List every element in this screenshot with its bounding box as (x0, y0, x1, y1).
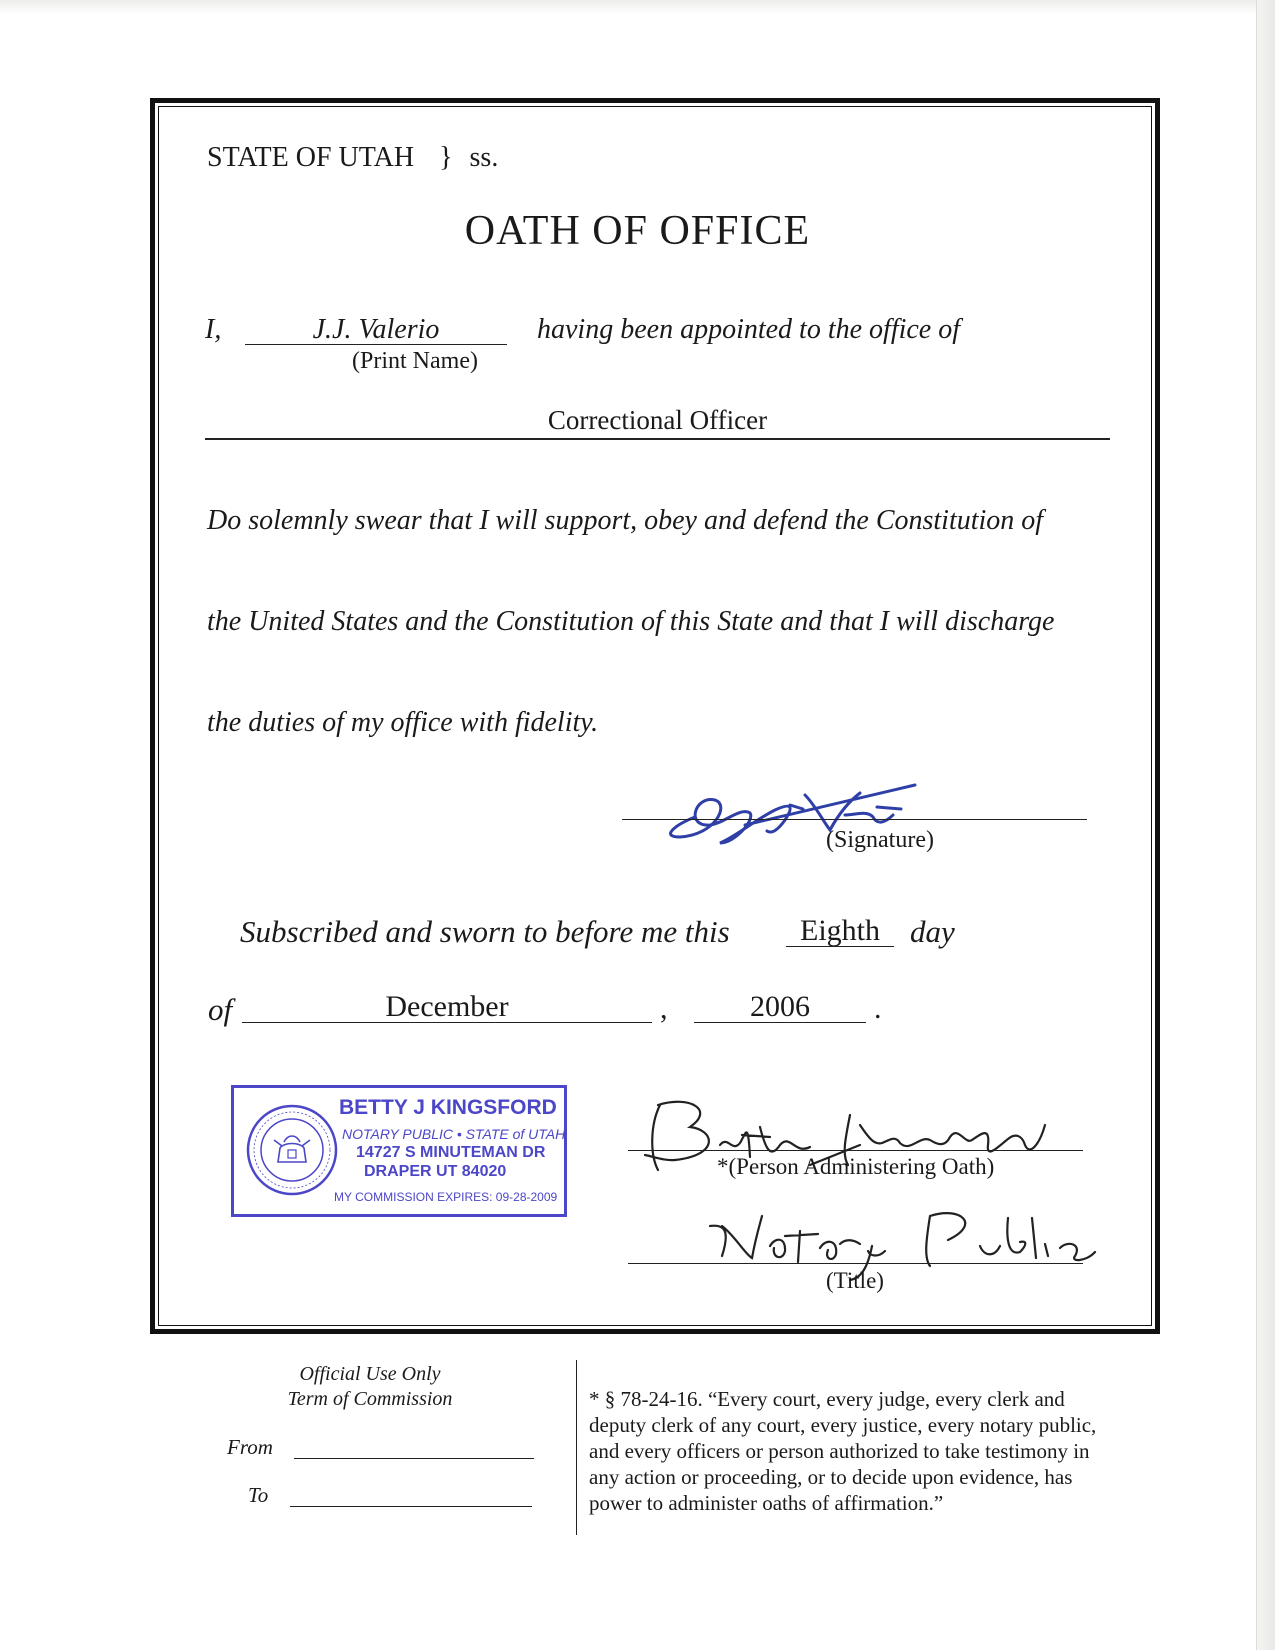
state-label: STATE OF UTAH (207, 142, 415, 173)
term-of-commission-heading: Term of Commission (287, 1388, 453, 1410)
to-line (290, 1506, 532, 1507)
from-line (294, 1458, 534, 1459)
title-caption: (Title) (826, 1268, 884, 1293)
print-name-line (245, 344, 507, 345)
oath-text-line-1: Do solemnly swear that I will support, obey and defend the Constitution of (207, 505, 1044, 536)
administrator-line (628, 1150, 1083, 1151)
title-line (628, 1263, 1083, 1264)
appointment-prefix: I, (205, 314, 222, 345)
stamp-city-line: DRAPER UT 84020 (364, 1163, 507, 1180)
document-title: OATH OF OFFICE (464, 208, 811, 254)
brace: } (439, 142, 453, 173)
print-name-caption: (Print Name) (352, 348, 478, 374)
office-value: Correctional Officer (547, 405, 768, 435)
sworn-day-word: day (910, 914, 955, 949)
sworn-year-value: 2006 (750, 990, 810, 1023)
sworn-prefix: Subscribed and sworn to before me this (240, 914, 730, 949)
state-line (207, 142, 498, 174)
signature-caption: (Signature) (826, 827, 934, 853)
statute-note-line-2: deputy clerk of any court, every justice, every notary public, (589, 1413, 1097, 1437)
sworn-year-line (694, 1022, 866, 1023)
sworn-day-value: Eighth (800, 914, 880, 947)
sworn-of-word: of (208, 992, 233, 1027)
oath-text-line-2: the United States and the Constitution of this State and that I will discharge (207, 606, 1055, 637)
notary-title-handwriting-image (690, 1196, 1110, 1286)
official-use-heading: Official Use Only (299, 1363, 441, 1385)
footer-divider (576, 1360, 577, 1535)
statute-note-line-1: * § 78-24-16. “Every court, every judge, every clerk and (589, 1387, 1065, 1411)
sworn-comma: , (660, 992, 668, 1025)
stamp-notary-public-line: NOTARY PUBLIC • STATE of UTAH (342, 1126, 566, 1142)
appointment-suffix: having been appointed to the office of (537, 314, 961, 345)
statute-note-line-5: power to administer oaths of affirmation.” (589, 1491, 944, 1515)
oath-text-line-3: the duties of my office with fidelity. (207, 707, 599, 738)
statute-note-line-3: and every officers or person authorized to take testimony in (589, 1439, 1090, 1463)
sworn-period: . (874, 992, 882, 1025)
sworn-month-line (242, 1022, 652, 1023)
stamp-commission-line: MY COMMISSION EXPIRES: 09-28-2009 (334, 1190, 558, 1204)
sworn-day-line (786, 946, 894, 947)
state-seal-icon (244, 1102, 340, 1198)
office-line (205, 438, 1110, 440)
page-top-shadow (0, 0, 1275, 14)
from-label: From (227, 1435, 273, 1459)
stamp-address-line: 14727 S MINUTEMAN DR (356, 1144, 546, 1161)
to-label: To (248, 1483, 269, 1507)
ss-label: ss. (469, 142, 499, 173)
stamp-notary-name: BETTY J KINGSFORD (339, 1096, 557, 1119)
statute-note-line-4: any action or proceeding, or to decide upon evidence, has (589, 1465, 1073, 1489)
notary-stamp (231, 1085, 567, 1217)
print-name-value: J.J. Valerio (312, 314, 440, 345)
administrator-caption: *(Person Administering Oath) (717, 1154, 995, 1179)
signature-line (622, 819, 1087, 820)
sworn-month-value: December (385, 990, 509, 1023)
